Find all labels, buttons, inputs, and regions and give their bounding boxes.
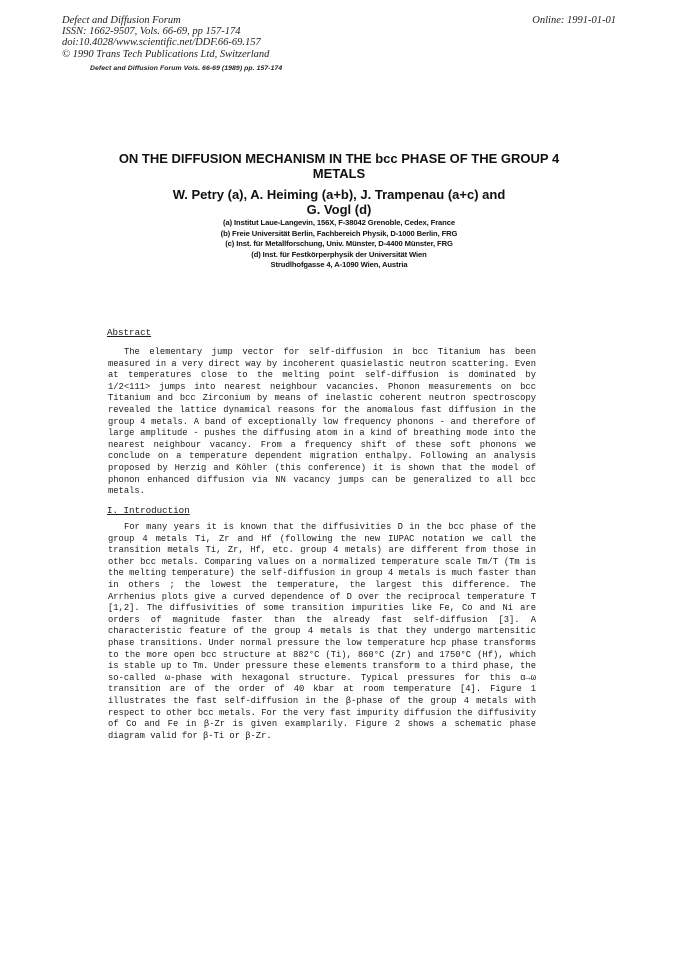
doi-link[interactable]: doi:10.4028/www.scientific.net/DDF.66-69.157	[62, 37, 261, 49]
abstract-text: The elementary jump vector for self-diffusion in bcc Titanium has been measured in a very direct way by incoherent quasielastic neutron scattering. Even at temperatures close to the melting point self-diffusion is dominated by 1/2<111> jumps into nearest neighbour vacancies. Phonon measurements on bcc Titanium and bcc Zirconium by means of inelastic coherent neutron spectroscopy revealed the lattice dynamical reasons for the anomalous fast diffusion in the group 4 metals. A band of exceptionally low frequency phonons - and therefore of large amplitude - pushes the diffusing atom in a kind of breathing mode into the nearest neighbour vacancy. From a frequency shift of these soft phonons we conclude on a temperature dependent migration enthalpy. Following an analysis proposed by Herzig and Köhler (this conference) it is shown that the model of phonon enhanced diffusion via NN vacancy jumps can be generalized to all bcc metals.	[108, 347, 536, 497]
authors-block	[140, 187, 538, 217]
affiliation: (d) Inst. für Festkörperphysik der Universität Wien	[251, 249, 427, 259]
issn-line: ISSN: 1662-9507, Vols. 66-69, pp 157-174	[62, 26, 241, 38]
introduction-heading: I. Introduction	[107, 505, 190, 516]
journal-citation-line: Defect and Diffusion Forum Vols. 66-69 (1989) pp. 157-174	[90, 65, 283, 72]
affiliations-block	[140, 218, 538, 271]
authors-line: W. Petry (a), A. Heiming (a+b), J. Trampenau (a+c) and	[172, 187, 506, 202]
affiliation: Strudlhofgasse 4, A-1090 Wien, Austria	[270, 260, 408, 269]
affiliation: (a) Institut Laue-Langevin, 156X, F-38042 Grenoble, Cedex, France	[223, 218, 455, 227]
introduction-text: For many years it is known that the diffusivities D in the bcc phase of the group 4 metals Ti, Zr and Hf (following the new IUPAC notation we call the transition metals Ti, Zr, Hf, etc. group 4 metals) are different from those in other bcc metals. Comparing values on a normalized temperature scale Tm/T (Tm is the melting temperature) the self-diffusion in group 4 metals is much faster than in others ; the lowest the temperature, the largest this difference. The Arrhenius plots give a curved dependence of D over the reciprocal temperature T [1,2]. The diffusivities of some transition impurities like Fe, Co and Ni are orders of magnitude faster than the already fast self-diffusion [3]. A characteristic feature of the group 4 metals is that they undergo martensitic phase transitions. Under normal pressure the low temperature hcp phase transforms to the more open bcc structure at 882°C (Ti), 860°C (Zr) and 1750°C (Hf), which is stable up to Tm. Under pressure these elements transform to a third phase, the so-called ω-phase with hexagonal structure. Typical pressures for this α→ω transition are of the order of 40 kbar at room temperature [4]. Figure 1 illustrates the fast self-diffusion in the β-phase of the group 4 metals with respect to other bcc metals. For the very fast impurity diffusion the diffusivity of Co and Fe in β-Zr is given examplarily. Figure 2 shows a schematic phase diagram valid for β-Ti or β-Zr.	[108, 522, 536, 741]
journal-name: Defect and Diffusion Forum	[62, 15, 181, 26]
publication-header	[62, 15, 269, 60]
authors-line: G. Vogl (d)	[306, 202, 372, 217]
paper-title: ON THE DIFFUSION MECHANISM IN THE bcc PHASE OF THE GROUP 4 METALS	[118, 151, 560, 181]
affiliation: (b) Freie Universität Berlin, Fachbereich Physik, D-1000 Berlin, FRG	[220, 228, 458, 238]
affiliation: (c) Inst. für Metallforschung, Univ. Münster, D-4400 Münster, FRG	[225, 239, 453, 248]
copyright-line: © 1990 Trans Tech Publications Ltd, Switzerland	[62, 48, 270, 60]
abstract-heading: Abstract	[107, 327, 152, 338]
online-date: Online: 1991-01-01	[532, 15, 616, 26]
